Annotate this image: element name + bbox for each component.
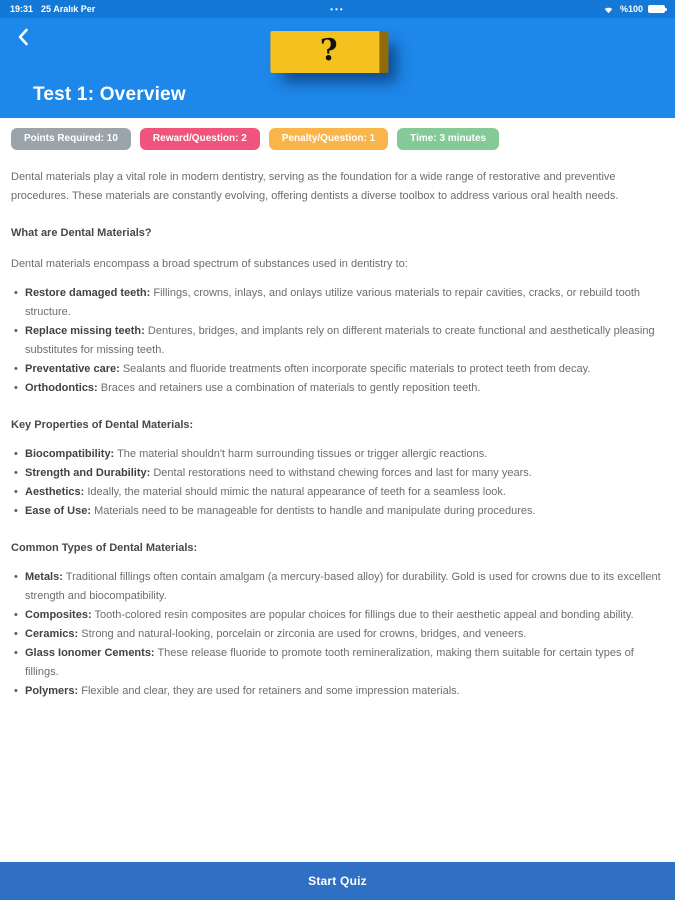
quiz-header xyxy=(0,18,675,118)
bullet-list xyxy=(11,568,664,701)
bullet-term: Biocompatibility: xyxy=(25,448,115,460)
battery-icon xyxy=(648,5,665,13)
back-button[interactable] xyxy=(10,25,36,51)
bullet-term: Strength and Durability: xyxy=(25,467,151,479)
question-mark-glyph: ? xyxy=(319,32,339,69)
bullet-term: Preventative care: xyxy=(25,363,120,375)
bullet-term: Aesthetics: xyxy=(25,486,85,498)
bullet-term: Polymers: xyxy=(25,685,79,697)
badge-time: Time: 3 minutes xyxy=(397,128,499,150)
multitask-dots-icon: ••• xyxy=(330,4,345,14)
bullet-item: • Biocompatibility: The material shouldn't harm surrounding tissues or trigger allergic reactions. xyxy=(14,445,664,464)
section-heading: What are Dental Materials? xyxy=(11,227,152,239)
section-heading: Key Properties of Dental Materials: xyxy=(11,419,194,431)
bullet-item: • Preventative care: Sealants and fluoride treatments often incorporate specific materials to protect teeth from decay. xyxy=(14,360,664,379)
battery-percent: %100 xyxy=(619,4,643,14)
intro-paragraph: Dental materials play a vital role in modern dentistry, serving as the foundation for a wide range of restorative and preventive procedures. These materials are constantly evolving, offering dentists a diverse toolbox to address various oral health needs. xyxy=(11,171,619,202)
bullet-item: • Ease of Use: Materials need to be manageable for dentists to handle and manipulate during procedures. xyxy=(14,502,664,521)
badge-reward-per-question: Reward/Question: 2 xyxy=(140,128,260,150)
bullet-item: • Polymers: Flexible and clear, they are used for retainers and some impression materials. xyxy=(14,682,664,701)
bullet-term: Glass Ionomer Cements: xyxy=(25,647,155,659)
bullet-item: • Replace missing teeth: Dentures, bridges, and implants rely on different materials to create functional and aesthetically pleasing substitutes for missing teeth. xyxy=(14,322,664,360)
bullet-term: Metals: xyxy=(25,571,63,583)
badge-penalty-per-question: Penalty/Question: 1 xyxy=(269,128,388,150)
bullet-term: Composites: xyxy=(25,609,92,621)
chevron-left-icon xyxy=(17,28,29,49)
bullet-item: • Strength and Durability: Dental restorations need to withstand chewing forces and last for many years. xyxy=(14,464,664,483)
status-bar xyxy=(0,0,675,18)
bullet-item: • Composites: Tooth-colored resin composites are popular choices for fillings due to their aesthetic appeal and bonding ability. xyxy=(14,606,664,625)
yellow-block xyxy=(270,31,388,73)
bullet-item: • Glass Ionomer Cements: These release fluoride to promote tooth remineralization, making them suitable for certain types of fillings. xyxy=(14,644,664,682)
bullet-term: Ease of Use: xyxy=(25,505,92,517)
section-heading: Common Types of Dental Materials: xyxy=(11,542,198,554)
bullet-term: Ceramics: xyxy=(25,628,79,640)
bullet-term: Replace missing teeth: xyxy=(25,325,145,337)
bullet-item: • Restore damaged teeth: Fillings, crowns, inlays, and onlays utilize various materials to repair cavities, cracks, or rebuild tooth structure. xyxy=(14,284,664,322)
bullet-list xyxy=(11,284,664,398)
badge-points-required: Points Required: 10 xyxy=(11,128,131,150)
bullet-item: • Aesthetics: Ideally, the material should mimic the natural appearance of teeth for a seamless look. xyxy=(14,483,664,502)
status-time: 19:31 xyxy=(10,4,34,14)
start-quiz-button[interactable]: Start Quiz xyxy=(0,862,675,900)
question-block-image xyxy=(270,31,400,77)
badge-row xyxy=(11,128,664,150)
wifi-icon xyxy=(602,4,615,14)
bullet-item: • Ceramics: Strong and natural-looking, porcelain or zirconia are used for crowns, bridges, and veneers. xyxy=(14,625,664,644)
page-title: Test 1: Overview xyxy=(33,84,186,105)
bullet-item: • Orthodontics: Braces and retainers use a combination of materials to gently reposition teeth. xyxy=(14,379,664,398)
bullet-list xyxy=(11,445,664,521)
status-date: 25 Aralık Per xyxy=(41,4,96,14)
bullet-item: • Metals: Traditional fillings often contain amalgam (a mercury-based alloy) for durability. Gold is used for crowns due to its excellent strength and biocompatibility. xyxy=(14,568,664,606)
description-sections xyxy=(11,224,664,701)
section-lead: Dental materials encompass a broad spectrum of substances used in dentistry to: xyxy=(11,258,408,270)
bullet-term: Restore damaged teeth: xyxy=(25,287,151,299)
bullet-term: Orthodontics: xyxy=(25,382,98,394)
quiz-overview-content xyxy=(0,118,675,862)
